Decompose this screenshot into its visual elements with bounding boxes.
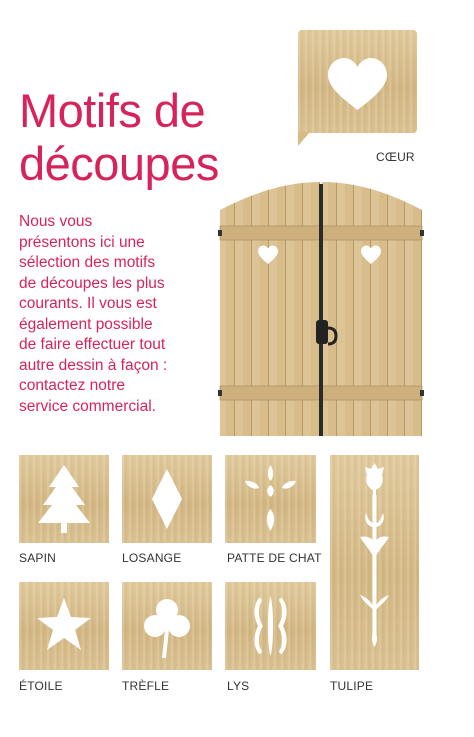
caption-patte-de-chat: PATTE DE CHAT — [227, 551, 322, 565]
caption-sapin: SAPIN — [19, 551, 57, 565]
star-icon — [19, 582, 109, 670]
lys-motif-tile — [225, 582, 316, 670]
tulipe-motif-tile — [330, 455, 419, 670]
intro-line: contactez notre — [19, 377, 125, 394]
caption-tulipe: TULIPE — [330, 679, 374, 693]
intro-paragraph — [19, 212, 219, 417]
coeur-motif-tile — [298, 30, 417, 133]
intro-line: de découpes les plus — [19, 274, 165, 292]
intro-line: Nous vous — [19, 213, 93, 230]
title-line-1: Motifs de — [19, 84, 206, 137]
intro-line: présentons ici une — [19, 233, 145, 251]
clover-icon — [122, 582, 212, 670]
callout-tail — [298, 132, 310, 146]
caption-lys: LYS — [227, 679, 250, 693]
fir-tree-icon — [19, 455, 109, 543]
tulip-icon — [330, 455, 419, 670]
intro-line: courants. Il vous est — [19, 295, 157, 312]
sapin-motif-tile — [19, 455, 109, 543]
heart-icon — [298, 30, 417, 133]
title-line-2: découpes — [19, 137, 219, 190]
diamond-icon — [122, 455, 212, 543]
trefle-motif-tile — [122, 582, 212, 670]
page-title — [19, 84, 269, 190]
caption-etoile: ÉTOILE — [19, 679, 63, 693]
shutters-photo — [218, 180, 424, 438]
caption-losange: LOSANGE — [122, 551, 182, 565]
intro-line: de faire effectuer tout — [19, 336, 166, 353]
intro-line: service commercial. — [19, 397, 156, 415]
etoile-motif-tile — [19, 582, 109, 670]
intro-line: autre dessin à façon : — [19, 356, 168, 374]
patte-de-chat-motif-tile — [225, 455, 316, 543]
lily-icon — [225, 582, 316, 670]
intro-line: sélection des motifs — [19, 254, 156, 271]
cat-paw-icon — [225, 455, 316, 543]
intro-line: également possible — [19, 315, 153, 333]
caption-coeur: CŒUR — [376, 150, 415, 164]
caption-trefle: TRÈFLE — [122, 679, 170, 693]
losange-motif-tile — [122, 455, 212, 543]
wooden-shutters-illustration — [218, 180, 424, 438]
